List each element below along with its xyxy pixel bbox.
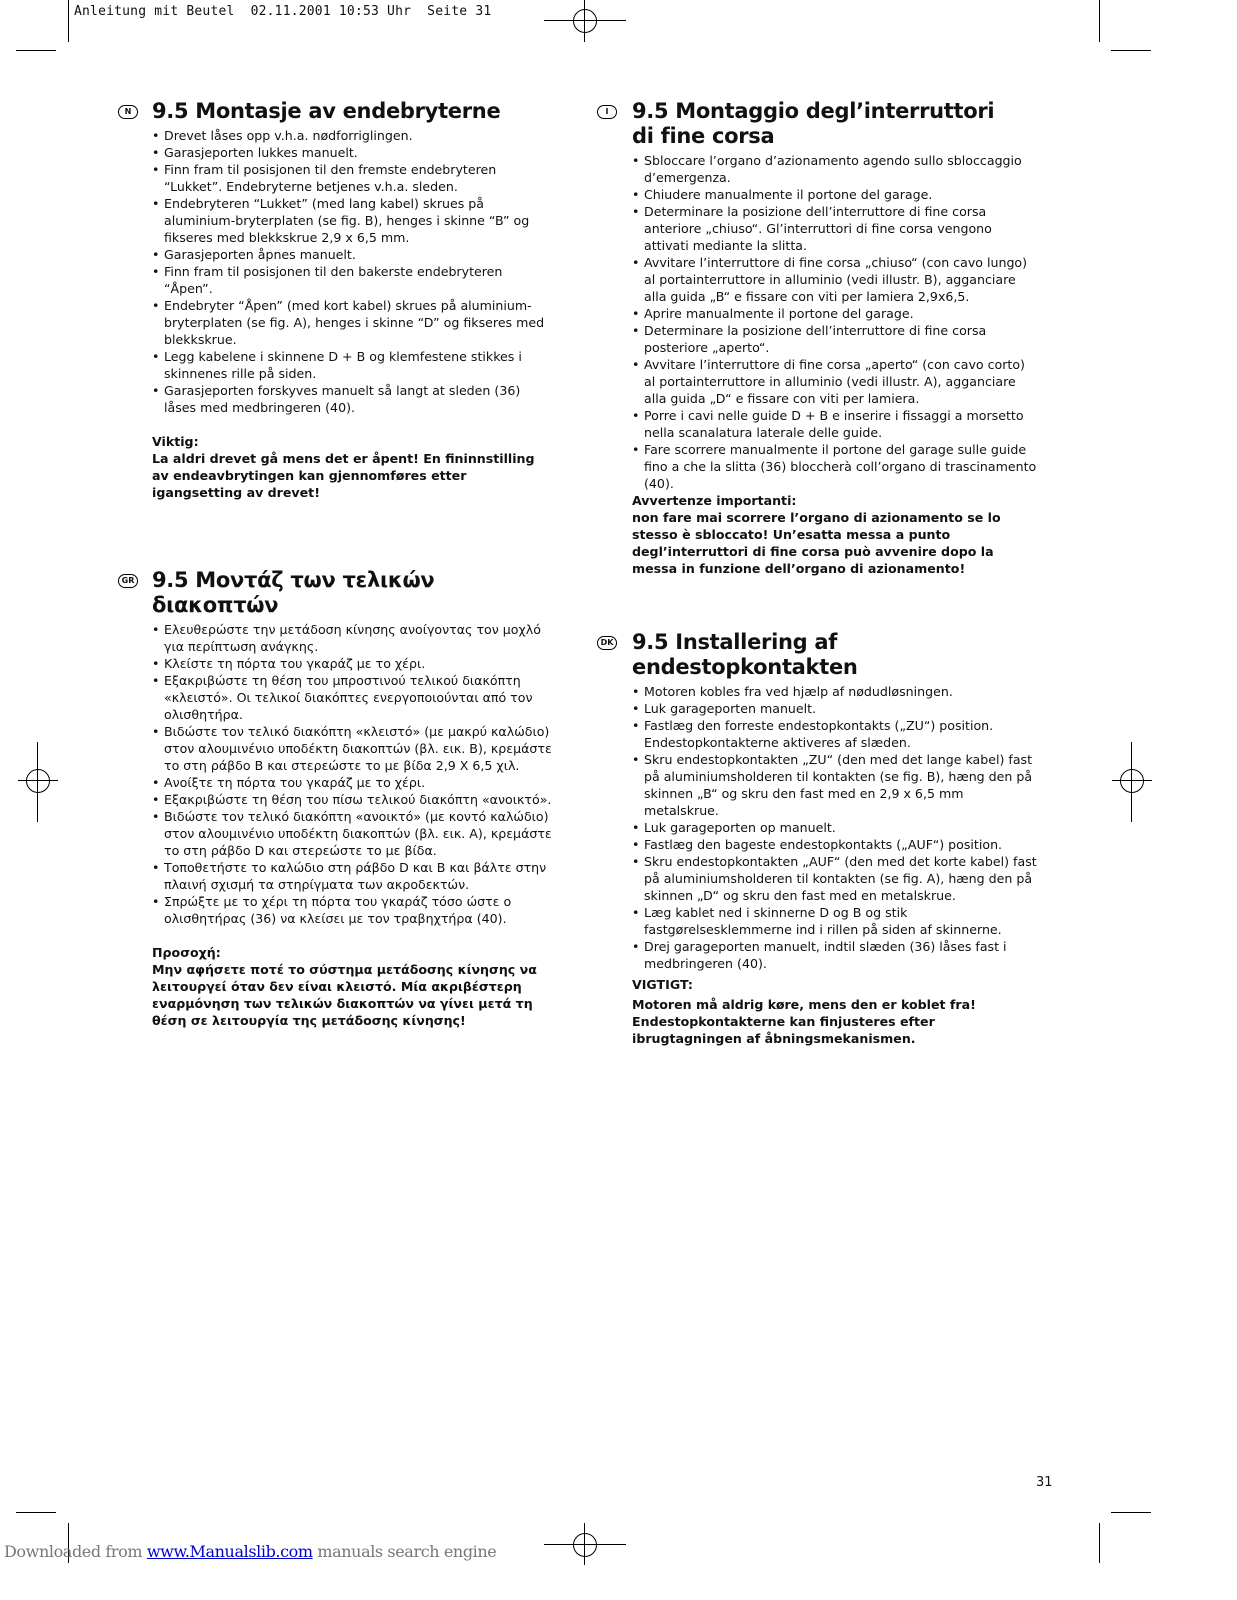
list-item: • Finn fram til posisjonen til den bakerste endebryteren “Åpen”. bbox=[152, 263, 552, 297]
list-item: • Garasjeporten åpnes manuelt. bbox=[152, 246, 552, 263]
list-item: • Porre i cavi nelle guide D + B e inserire i fissaggi a morsetto nella scanalatura laterale delle guide. bbox=[632, 407, 1040, 441]
instruction-list bbox=[152, 621, 552, 927]
section-title: 9.5 Μοντάζ των τελικών διακοπτών bbox=[152, 568, 435, 617]
language-badge-n: N bbox=[118, 105, 138, 119]
list-item: • Ελευθερώστε την μετάδοση κίνησης ανοίγοντας τον μοχλό για περίπτωση ανάγκης. bbox=[152, 621, 552, 655]
section-title: 9.5 Montaggio degl’interruttori di fine corsa bbox=[632, 99, 995, 148]
language-badge-dk: DK bbox=[597, 636, 617, 650]
crop-mark bbox=[1099, 1523, 1100, 1563]
instruction-list bbox=[152, 127, 552, 416]
list-item: • Endebryteren “Lukket” (med lang kabel) skrues på aluminium-bryterplaten (se fig. B), henges i skinne “B” og fikseres med blekkskrue 2,9 x 6,5 mm. bbox=[152, 195, 552, 246]
list-item: • Βιδώστε τον τελικό διακόπτη «κλειστό» (με μακρύ καλώδιο) στον αλουμινένιο υποδέκτη διακοπτών (βλ. εικ. B), κρεμάστε το στη ράβδο B και στερεώστε το με βίδα 2,9 X 6,5 χιλ. bbox=[152, 723, 552, 774]
list-item: • Skru endestopkontakten „AUF“ (den med det korte kabel) fast på aluminiumsholderen til kontakten (se fig. A), hæng den på skinnen „D“ og skru den fast med en metalskrue. bbox=[632, 853, 1040, 904]
list-item: • Determinare la posizione dell’interruttore di fine corsa posteriore „aperto“. bbox=[632, 322, 1040, 356]
list-item: • Garasjeporten lukkes manuelt. bbox=[152, 144, 552, 161]
list-item: • Fare scorrere manualmente il portone del garage sulle guide fino a che la slitta (36) bloccherà coll’organo di trascinamento (40). bbox=[632, 441, 1040, 492]
list-item: • Drej garageporten manuelt, indtil slæden (36) låses fast i medbringeren (40). bbox=[632, 938, 1040, 972]
list-item: • Luk garageporten manuelt. bbox=[632, 700, 1040, 717]
instruction-list bbox=[632, 683, 1040, 972]
warning-label: Προσοχή: bbox=[152, 945, 221, 960]
list-item: • Avvitare l’interruttore di fine corsa „chiuso“ (con cavo lungo) al portainterruttore in alluminio (vedi illustr. B), agganciare alla guida „B“ e fissare con viti per lamiera 2,9x6,5. bbox=[632, 254, 1040, 305]
list-item: • Garasjeporten forskyves manuelt så langt at sleden (36) låses med medbringeren (40). bbox=[152, 382, 552, 416]
list-item: • Skru endestopkontakten „ZU“ (den med det lange kabel) fast på aluminiumsholderen til kontakten (se fig. B), hæng den på skinnen „B“ og skru den fast med en 2,9 x 6,5 mm metalskrue. bbox=[632, 751, 1040, 819]
list-item: • Βιδώστε τον τελικό διακόπτη «ανοικτό» (με κοντό καλώδιο) στον αλουμινένιο υποδέκτη διακοπτών (βλ. εικ. A), κρεμάστε το στη ράβδο D και στερεώστε το με βίδα. bbox=[152, 808, 552, 859]
warning-text: Motoren må aldrig køre, mens den er koblet fra! Endestopkontakterne kan finjusteres efter ibrugtagningen af åbningsmekanismen. bbox=[632, 997, 976, 1046]
list-item: • Aprire manualmente il portone del garage. bbox=[632, 305, 1040, 322]
crop-mark bbox=[1111, 1512, 1151, 1513]
section-danish bbox=[600, 630, 1040, 1047]
list-item: • Εξακριβώστε τη θέση του μπροστινού τελικού διακόπτη «κλειστό». Οι τελικοί διακόπτες ενεργοποιούνται από τον ολισθητήρα. bbox=[152, 672, 552, 723]
list-item: • Drevet låses opp v.h.a. nødforriglingen. bbox=[152, 127, 552, 144]
list-item: • Finn fram til posisjonen til den fremste endebryteren “Lukket”. Endebryterne betjenes v.h.a. sleden. bbox=[152, 161, 552, 195]
list-item: • Fastlæg den forreste endestopkontakts („ZU“) position. Endestopkontakterne aktiveres af slæden. bbox=[632, 717, 1040, 751]
warning-text: Μην αφήσετε ποτέ το σύστημα μετάδοσης κίνησης να λειτουργεί όταν δεν είναι κλειστό. Μία ακριβέστερη εναρμόνηση των τελικών διακοπτών να γίνει μετά τη θέση σε λειτουργία της μετάδοσης κίνησης! bbox=[152, 962, 537, 1028]
instruction-list bbox=[632, 152, 1040, 492]
list-item: • Læg kablet ned i skinnerne D og B og stik fastgørelsesklemmerne ind i rillen på siden af skinnerne. bbox=[632, 904, 1040, 938]
list-item: • Determinare la posizione dell’interruttore di fine corsa anteriore „chiuso“. Gl’interruttori di fine corsa vengono attivati mediante la slitta. bbox=[632, 203, 1040, 254]
list-item: • Κλείστε τη πόρτα του γκαράζ με το χέρι. bbox=[152, 655, 552, 672]
crop-mark bbox=[16, 50, 56, 51]
list-item: • Luk garageporten op manuelt. bbox=[632, 819, 1040, 836]
list-item: • Τοποθετήστε το καλώδιο στη ράβδο D και B και βάλτε στην πλαινή σχισμή τα στηρίγματα των ακροδεκτών. bbox=[152, 859, 552, 893]
crop-mark bbox=[16, 1512, 56, 1513]
list-item: • Motoren kobles fra ved hjælp af nødudløsningen. bbox=[632, 683, 1040, 700]
section-norwegian bbox=[124, 99, 552, 501]
list-item: • Endebryter “Åpen” (med kort kabel) skrues på aluminium-bryterplaten (se fig. A), henges i skinne “D” og fikseres med blekkskrue. bbox=[152, 297, 552, 348]
footer-prefix: Downloaded from bbox=[4, 1542, 147, 1561]
list-item: • Legg kabelene i skinnene D + B og klemfestene stikkes i skinnenes rille på siden. bbox=[152, 348, 552, 382]
list-item: • Σπρώξτε με το χέρι τη πόρτα του γκαράζ τόσο ώστε ο ολισθητήρας (36) να κλείσει με τον τραβηχτήρα (40). bbox=[152, 893, 552, 927]
warning-label: Viktig: bbox=[152, 434, 199, 449]
warning-text: non fare mai scorrere l’organo di azionamento se lo stesso è sbloccato! Un’esatta messa a punto degl’interruttori di fine corsa può avvenire dopo la messa in funzione dell’organo di azionamento! bbox=[632, 510, 1001, 576]
list-item: • Avvitare l’interruttore di fine corsa „aperto“ (con cavo corto) al portainterruttore in alluminio (vedi illustr. A), agganciare alla guida „D“ e fissare con viti per lamiera. bbox=[632, 356, 1040, 407]
list-item: • Fastlæg den bageste endestopkontakts („AUF“) position. bbox=[632, 836, 1040, 853]
crop-mark bbox=[1111, 50, 1151, 51]
section-title: 9.5 Montasje av endebryterne bbox=[152, 99, 501, 123]
section-italian bbox=[605, 99, 1040, 577]
warning-text: La aldri drevet gå mens det er åpent! En fininnstilling av endeavbrytingen kan gjennomføres etter igangsetting av drevet! bbox=[152, 451, 535, 500]
language-badge-i: I bbox=[597, 105, 617, 119]
section-greek bbox=[121, 568, 552, 1029]
section-title: 9.5 Installering af endestopkontakten bbox=[632, 630, 858, 679]
crop-mark bbox=[68, 0, 69, 42]
page-number: 31 bbox=[1036, 1475, 1053, 1490]
manualslib-link[interactable]: www.Manualslib.com bbox=[146, 1542, 313, 1561]
download-footer bbox=[4, 1542, 496, 1561]
list-item: • Εξακριβώστε τη θέση του πίσω τελικού διακόπτη «ανοικτό». bbox=[152, 791, 552, 808]
warning-label: VIGTIGT: bbox=[632, 977, 693, 992]
list-item: • Sbloccare l’organo d’azionamento agendo sullo sbloccaggio d’emergenza. bbox=[632, 152, 1040, 186]
list-item: • Chiudere manualmente il portone del garage. bbox=[632, 186, 1040, 203]
language-badge-gr: GR bbox=[118, 574, 138, 588]
footer-suffix: manuals search engine bbox=[312, 1542, 497, 1561]
warning-label: Avvertenze importanti: bbox=[632, 493, 797, 508]
print-slug: Anleitung mit Beutel 02.11.2001 10:53 Uhr Seite 31 bbox=[74, 4, 492, 19]
crop-mark bbox=[1099, 0, 1100, 42]
list-item: • Ανοίξτε τη πόρτα του γκαράζ με το χέρι. bbox=[152, 774, 552, 791]
